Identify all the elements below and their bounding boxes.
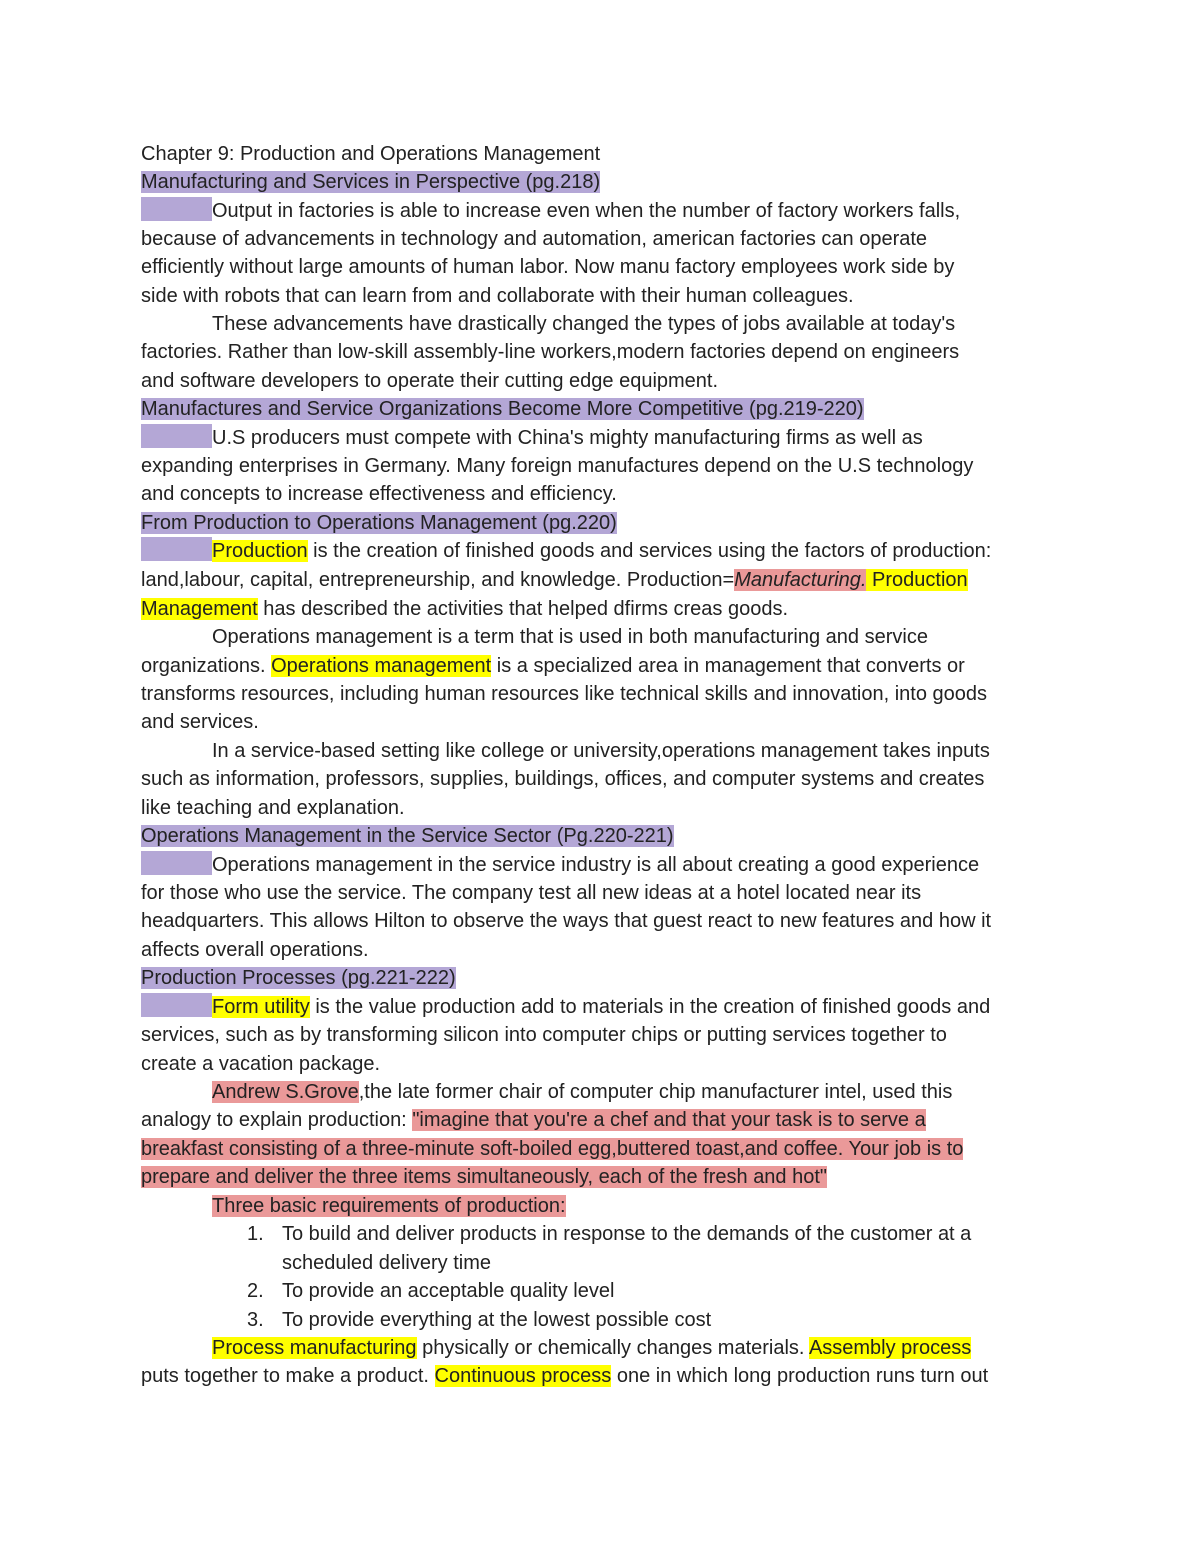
- paragraph-line: [141, 708, 1071, 736]
- line-text: land,labour, capital, entrepreneurship, and knowledge. Production=: [141, 569, 735, 591]
- paragraph-line: [141, 367, 1071, 395]
- paragraph-line: [141, 566, 1071, 594]
- line-text: U.S producers must compete with China's mighty manufacturing firms as well as: [212, 427, 923, 449]
- paragraph-line: [141, 879, 1071, 907]
- paragraph-line: [141, 993, 1071, 1021]
- paragraph-line: [212, 737, 1142, 765]
- term-form-utility: Form utility: [212, 996, 310, 1018]
- quote-text: prepare and deliver the three items simultaneously, each of the fresh and hot": [141, 1166, 828, 1188]
- paragraph-line: [141, 652, 1071, 680]
- section-heading: [141, 964, 1071, 992]
- paragraph-line: [141, 253, 1071, 281]
- line-text: services, such as by transforming silicon into computer chips or putting services together to: [141, 1024, 947, 1046]
- line-text: is a specialized area in management that converts or: [491, 655, 965, 677]
- line-text: and software developers to operate their cutting edge equipment.: [141, 370, 719, 392]
- list-number: 1.: [247, 1223, 264, 1245]
- indent-highlight: [141, 424, 212, 448]
- line-text: is the creation of finished goods and services using the factors of production:: [307, 540, 992, 562]
- paragraph-line: [212, 623, 1142, 651]
- line-text: ,the late former chair of computer chip manufacturer intel, used this: [358, 1081, 953, 1103]
- list-item-text: To provide everything at the lowest possible cost: [282, 1309, 712, 1331]
- paragraph-line: [141, 1106, 1071, 1134]
- paragraph-line: [141, 1050, 1071, 1078]
- paragraph-line: [141, 338, 1071, 366]
- term-production-management-start: Production: [866, 569, 968, 591]
- paragraph-line: [141, 424, 1071, 452]
- line-text: analogy to explain production:: [141, 1109, 413, 1131]
- section-heading-text: Operations Management in the Service Sector (Pg.220-221): [141, 825, 674, 847]
- line-text: headquarters. This allows Hilton to observe the ways that guest react to new features and how it: [141, 910, 992, 932]
- name-andrew-grove: Andrew S.Grove: [212, 1081, 359, 1103]
- line-text: transforms resources, including human resources like technical skills and innovation, into goods: [141, 683, 987, 705]
- paragraph-line: [141, 1135, 1071, 1163]
- line-text: side with robots that can learn from and collaborate with their human colleagues.: [141, 285, 854, 307]
- requirements-heading-text: Three basic requirements of production:: [212, 1195, 566, 1217]
- indent-highlight: [141, 993, 212, 1017]
- list-item-text: scheduled delivery time: [282, 1252, 491, 1274]
- section-heading-text: Production Processes (pg.221-222): [141, 967, 456, 989]
- paragraph-line: [212, 1078, 1142, 1106]
- list-item: [282, 1306, 1200, 1334]
- line-text: Operations management is a term that is used in both manufacturing and service: [212, 626, 928, 648]
- line-text: organizations.: [141, 655, 272, 677]
- line-text: affects overall operations.: [141, 939, 369, 961]
- paragraph-line: [212, 310, 1142, 338]
- line-text: In a service-based setting like college or university,operations management takes inputs: [212, 740, 990, 762]
- line-text: expanding enterprises in Germany. Many foreign manufactures depend on the U.S technology: [141, 455, 974, 477]
- chapter-title: [141, 140, 1071, 168]
- line-text: efficiently without large amounts of human labor. Now manu factory employees work side by: [141, 256, 955, 278]
- list-item-text: To provide an acceptable quality level: [282, 1280, 615, 1302]
- paragraph-line: [141, 537, 1071, 565]
- list-item: [282, 1220, 1200, 1248]
- line-text: puts together to make a product.: [141, 1365, 435, 1387]
- term-production: Production: [212, 540, 308, 562]
- quote-text: breakfast consisting of a three-minute soft-boiled egg,buttered toast,and coffee. Your job is to: [141, 1138, 964, 1160]
- line-text: one in which long production runs turn out: [611, 1365, 989, 1387]
- line-text: is the value production add to materials in the creation of finished goods and: [309, 996, 991, 1018]
- paragraph-line: [141, 225, 1071, 253]
- line-text: Output in factories is able to increase even when the number of factory workers falls,: [212, 200, 961, 222]
- section-heading: [141, 509, 1071, 537]
- list-number: 2.: [247, 1280, 264, 1302]
- line-text: physically or chemically changes materials.: [416, 1337, 809, 1359]
- indent-highlight: [141, 197, 212, 221]
- indent-highlight: [141, 851, 212, 875]
- term-continuous-process: Continuous process: [434, 1365, 612, 1387]
- line-text: like teaching and explanation.: [141, 797, 405, 819]
- paragraph-line: [141, 1021, 1071, 1049]
- paragraph-line: [141, 1163, 1071, 1191]
- line-text: and services.: [141, 711, 259, 733]
- quote-text: "imagine that you're a chef and that your task is to serve a: [412, 1109, 926, 1131]
- chapter-title-text: Chapter 9: Production and Operations Management: [141, 143, 601, 165]
- term-manufacturing: Manufacturing.: [734, 569, 867, 591]
- line-text: for those who use the service. The company test all new ideas at a hotel located near its: [141, 882, 922, 904]
- term-production-management-end: Management: [141, 598, 258, 620]
- indent-highlight: [141, 537, 212, 561]
- line-text: has described the activities that helped dfirms creas goods.: [257, 598, 789, 620]
- line-text: create a vacation package.: [141, 1053, 381, 1075]
- paragraph-line: [141, 765, 1071, 793]
- paragraph-line: [141, 1362, 1071, 1390]
- line-text: and concepts to increase effectiveness and efficiency.: [141, 483, 617, 505]
- paragraph-line: [141, 907, 1071, 935]
- term-process-manufacturing: Process manufacturing: [212, 1337, 417, 1359]
- section-heading-text: Manufactures and Service Organizations Become More Competitive (pg.219-220): [141, 398, 864, 420]
- paragraph-line: [141, 282, 1071, 310]
- list-item: [282, 1277, 1200, 1305]
- section-heading-text: Manufacturing and Services in Perspective (pg.218): [141, 171, 601, 193]
- line-text: Operations management in the service industry is all about creating a good experience: [212, 854, 980, 876]
- paragraph-line: [141, 794, 1071, 822]
- requirements-heading: [212, 1192, 1142, 1220]
- paragraph-line: [141, 851, 1071, 879]
- section-heading: [141, 395, 1071, 423]
- paragraph-line: [212, 1334, 1142, 1362]
- section-heading: [141, 822, 1071, 850]
- line-text: such as information, professors, supplies, buildings, offices, and computer systems and creates: [141, 768, 985, 790]
- paragraph-line: [141, 452, 1071, 480]
- paragraph-line: [141, 680, 1071, 708]
- list-number: 3.: [247, 1309, 264, 1331]
- term-operations-management: Operations management: [271, 655, 492, 677]
- line-text: factories. Rather than low-skill assembly-line workers,modern factories depend on engineers: [141, 341, 960, 363]
- line-text: because of advancements in technology and automation, american factories can operate: [141, 228, 928, 250]
- paragraph-line: [141, 595, 1071, 623]
- paragraph-line: [141, 197, 1071, 225]
- section-heading-text: From Production to Operations Management (pg.220): [141, 512, 617, 534]
- line-text: These advancements have drastically changed the types of jobs available at today's: [212, 313, 956, 335]
- paragraph-line: [141, 936, 1071, 964]
- section-heading: [141, 168, 1071, 196]
- list-item-text: To build and deliver products in response to the demands of the customer at a: [282, 1223, 972, 1245]
- paragraph-line: [141, 480, 1071, 508]
- term-assembly-process: Assembly process: [808, 1337, 972, 1359]
- list-item: [282, 1249, 1200, 1277]
